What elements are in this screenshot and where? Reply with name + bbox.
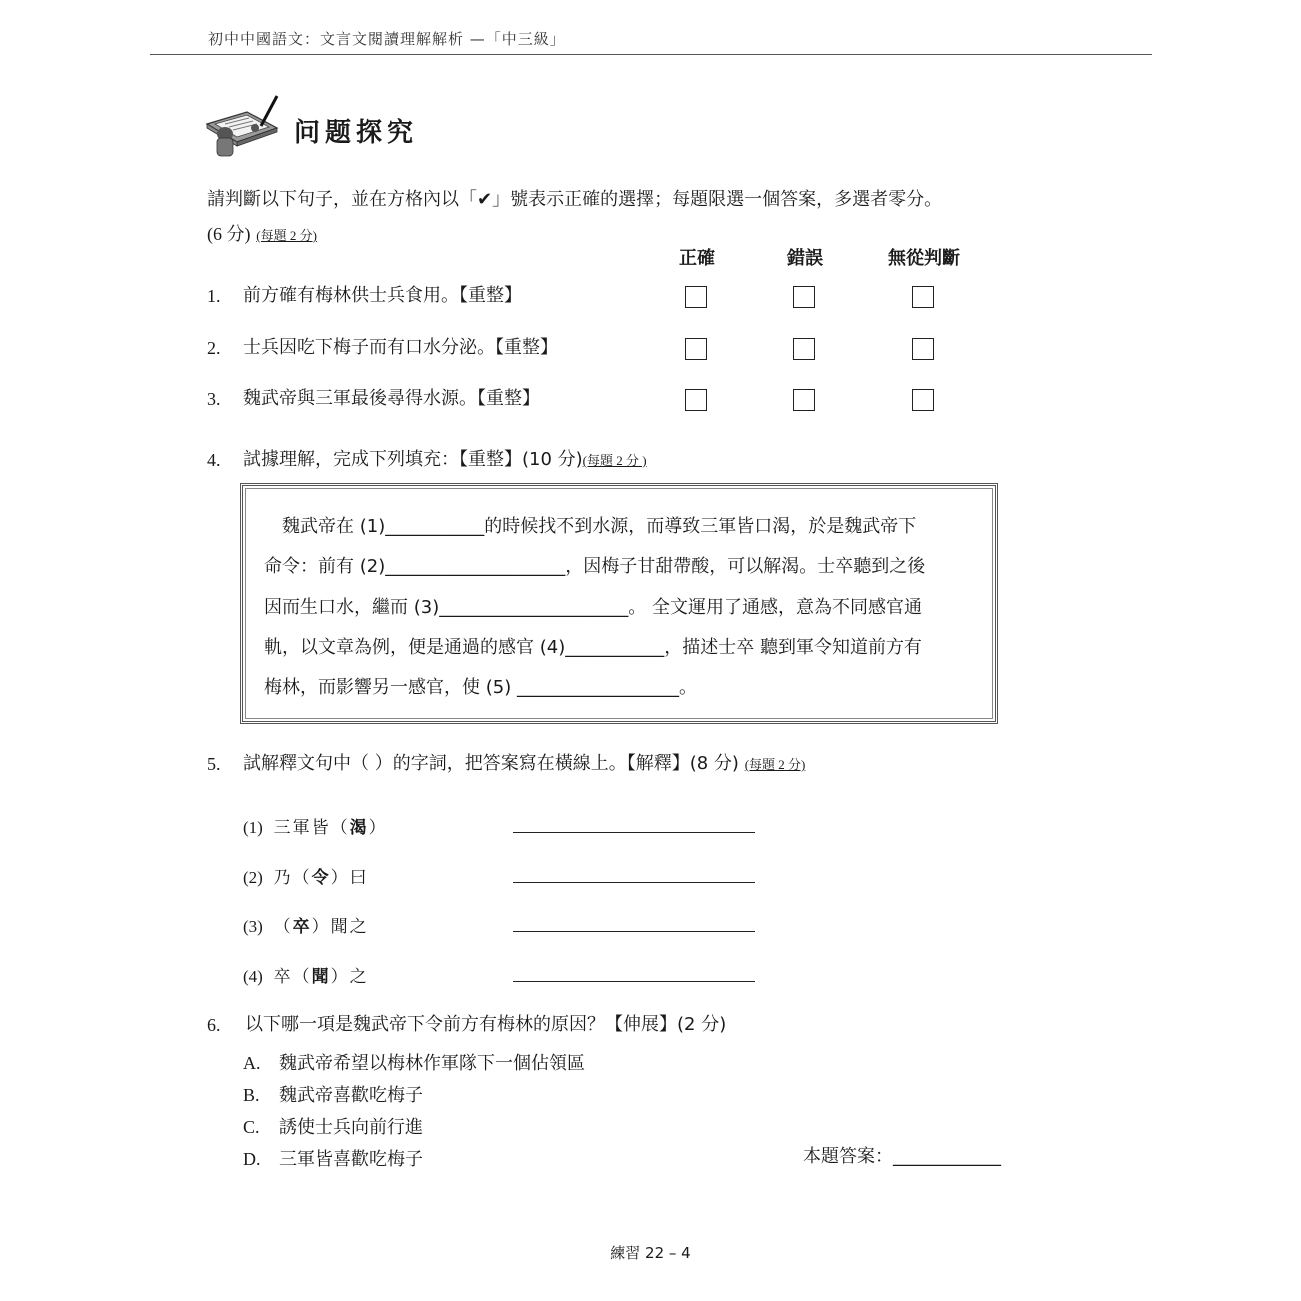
option-b[interactable]: B. 魏武帝喜歡吃梅子 <box>243 1085 423 1106</box>
fill-in-line[interactable]: 魏武帝在 (1)___________的時候找不到水源，而導致三軍皆口渴，於是魏武帝下 <box>264 516 917 537</box>
vocab-item: (3) （卒）聞之 <box>243 917 369 937</box>
answer-line[interactable] <box>513 981 755 982</box>
question-number: 6. <box>207 1015 221 1035</box>
item-number: 3. <box>207 389 221 409</box>
question-number: 5. <box>207 754 221 774</box>
fill-in-line[interactable]: 梅林，而影響另一感官，使 (5) __________________。 <box>264 677 697 698</box>
answer-field[interactable]: 本題答案：____________ <box>803 1146 1001 1167</box>
vocab-item: (2) 乃（令）曰 <box>243 868 369 888</box>
option-d[interactable]: D. 三軍皆喜歡吃梅子 <box>243 1149 423 1170</box>
instructions-score: (6 分) (每題 2 分) <box>207 224 317 244</box>
fill-in-line[interactable]: 軌，以文章為例，便是通過的感官 (4)___________，描述士卒 聽到軍令知道前方有 <box>264 637 922 658</box>
checkbox-incorrect[interactable] <box>793 389 815 411</box>
judge-statement: 前方確有梅林供士兵食用。【重整】 <box>243 285 522 306</box>
checkbox-correct[interactable] <box>685 286 707 308</box>
question-6-prompt: 以下哪一項是魏武帝下令前方有梅林的原因？【伸展】(2 分) <box>245 1014 727 1035</box>
item-number: 2. <box>207 338 221 358</box>
column-header-cannot-determine: 無從判斷 <box>888 248 960 269</box>
fill-in-line[interactable]: 命令：前有 (2)____________________，因梅子甘甜帶酸，可以解渴。士卒聽到之後 <box>264 556 926 577</box>
vocab-item: (4) 卒（聞）之 <box>243 967 369 987</box>
checkbox-cannot-determine[interactable] <box>912 286 934 308</box>
checkbox-cannot-determine[interactable] <box>912 338 934 360</box>
running-header: 初中中國語文：文言文閱讀理解解析 —「中三級」 <box>208 30 566 48</box>
column-header-incorrect: 錯誤 <box>787 248 823 269</box>
header-rule <box>150 54 1152 55</box>
answer-line[interactable] <box>513 931 755 932</box>
vocab-item: (1) 三軍皆（渴） <box>243 818 388 838</box>
option-c[interactable]: C. 誘使士兵向前行進 <box>243 1117 423 1138</box>
item-number: 1. <box>207 286 221 306</box>
judge-statement: 魏武帝與三軍最後尋得水源。【重整】 <box>243 388 540 409</box>
page-number: 練習 22 – 4 <box>610 1244 691 1262</box>
writing-desk-icon <box>203 94 283 158</box>
checkbox-correct[interactable] <box>685 389 707 411</box>
answer-line[interactable] <box>513 882 755 883</box>
instructions-text: 請判斷以下句子，並在方格內以「✔」號表示正確的選擇；每題限選一個答案，多選者零分。 <box>207 189 943 210</box>
answer-line[interactable] <box>513 832 755 833</box>
fill-in-line[interactable]: 因而生口水，繼而 (3)_____________________。 全文運用了通感，意為不同感官通 <box>264 597 922 618</box>
checkbox-cannot-determine[interactable] <box>912 389 934 411</box>
question-5-prompt: 試解釋文句中（ ）的字詞，把答案寫在橫線上。【解釋】(8 分) (每題 2 分) <box>243 753 806 774</box>
checkbox-incorrect[interactable] <box>793 286 815 308</box>
column-header-correct: 正確 <box>679 248 715 269</box>
section-title: 问题探究 <box>294 118 419 148</box>
option-a[interactable]: A. 魏武帝希望以梅林作軍隊下一個佔領區 <box>243 1053 585 1074</box>
checkbox-incorrect[interactable] <box>793 338 815 360</box>
checkbox-correct[interactable] <box>685 338 707 360</box>
judge-statement: 士兵因吃下梅子而有口水分泌。【重整】 <box>243 337 558 358</box>
question-number: 4. <box>207 450 221 470</box>
question-4-prompt: 試據理解，完成下列填充：【重整】(10 分)(每題 2 分 ) <box>243 449 647 470</box>
